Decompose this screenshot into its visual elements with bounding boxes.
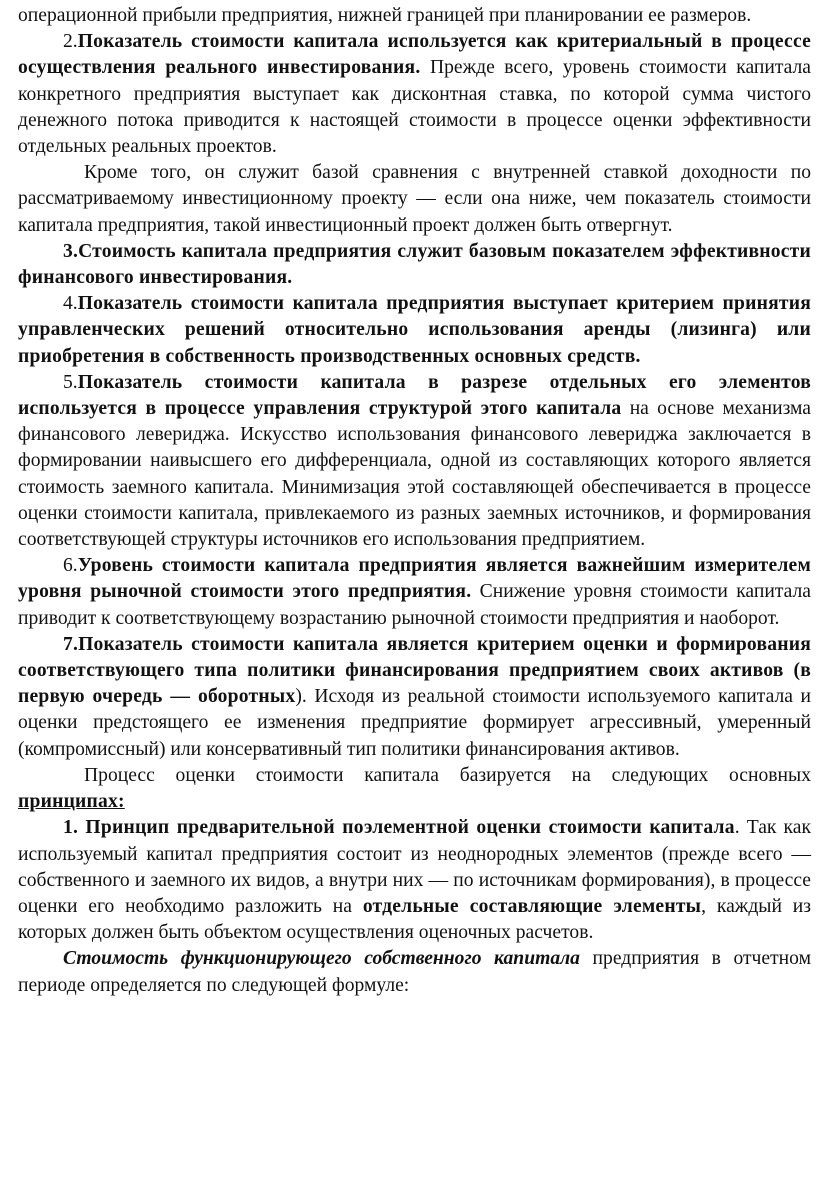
paragraph-item-6	[18, 553, 811, 632]
document-page	[18, 3, 811, 999]
item-heading: Уровень стоимости капитала предприятия является важнейшим измерителем уровня рыночной стоимости этого предприятия.	[18, 555, 811, 603]
paragraph-text: Процесс оценки стоимости капитала базируется на следующих основных	[84, 764, 811, 786]
item-heading: 7.Показатель стоимости капитала является критерием оценки и формирования соответствующего типа политики финансирования предприятием своих активов (в первую очередь — оборотных	[18, 633, 811, 708]
paragraph-irr-comparison	[18, 160, 811, 239]
emphasis-text: отдельные составляющие элементы	[362, 895, 702, 917]
item-number: 6.	[63, 555, 78, 577]
item-heading: Показатель стоимости капитала используется как критериальный в процессе осуществления реального инвестирования.	[18, 31, 811, 79]
paragraph-item-4	[18, 291, 811, 370]
paragraph-text: ). Исходя из реальной стоимости используемого капитала и оценки предстоящего ее изменения предприятие формирует агрессивный, умеренный (компромиссный) или консервативный тип политики финансирования активов.	[18, 686, 811, 760]
paragraph-equity-cost	[18, 946, 811, 998]
paragraph-text: операционной прибыли предприятия, нижней границей при планировании ее размеров.	[18, 5, 752, 26]
paragraph-text: предприятия в отчетном периоде определяется по следующей формуле:	[18, 948, 811, 996]
paragraph-text: Снижение уровня стоимости капитала приводит к соответствующему возрастанию рыночной стоимости предприятия и наоборот.	[18, 581, 811, 629]
item-number: 2.	[63, 31, 78, 53]
item-number: 4.	[63, 293, 78, 315]
paragraph-intro-continuation	[18, 3, 811, 29]
paragraph-item-2	[18, 29, 811, 160]
paragraph-principles-intro	[18, 763, 811, 815]
equity-cost-heading: Стоимость функционирующего собственного капитала	[63, 948, 580, 970]
item-heading: Показатель стоимости капитала предприятия выступает критерием принятия управленческих решений относительно использования аренды (лизинга) или приобретения в собственность производственных основных средств.	[18, 293, 811, 367]
principle-heading: 1. Принцип предварительной поэлементной оценки стоимости капитала	[63, 817, 735, 839]
paragraph-item-5	[18, 370, 811, 553]
item-heading: Показатель стоимости капитала в разрезе отдельных его элементов используется в процессе управления структурой этого капитала	[18, 371, 811, 420]
paragraph-text: Кроме того, он служит базой сравнения с внутренней ставкой доходности по рассматриваемому инвестиционному проекту — если она ниже, чем показатель стоимости капитала предприятия, такой инвестиционный проект должен быть отвергнут.	[18, 162, 811, 236]
paragraph-text-2: , каждый из которых должен быть объектом осуществления оценочных расчетов.	[18, 895, 811, 944]
principles-heading: принципах:	[18, 791, 125, 813]
paragraph-text: . Так как используемый капитал предприятия состоит из неоднородных элементов (прежде всего — собственного и заемного их видов, а внутри них — по источникам формирования), в процессе оценки его необходимо разложить на	[18, 817, 811, 917]
paragraph-text: Прежде всего, уровень стоимости капитала конкретного предприятия выступает как дисконтная ставка, по которой сумма чистого денежного потока приводится к настоящей стоимости в процессе оценки эффективности отдельных реальных проектов.	[18, 57, 811, 158]
paragraph-principle-1	[18, 815, 811, 946]
item-heading: 3.Стоимость капитала предприятия служит базовым показателем эффективности финансового инвестирования.	[18, 240, 811, 289]
paragraph-item-3	[18, 239, 811, 291]
paragraph-item-7	[18, 632, 811, 763]
item-number: 5.	[63, 371, 78, 393]
paragraph-text: на основе механизма финансового левериджа. Искусство использования финансового левериджа заключается в формировании наивысшего его дифференциала, одной из составляющих которого является стоимость заемного капитала. Минимизация этой составляющей обеспечивается в процессе оценки стоимости капитала, привлекаемого из разных заемных источников, и формирования соответствующей структуры источников его использования предприятием.	[18, 398, 811, 551]
